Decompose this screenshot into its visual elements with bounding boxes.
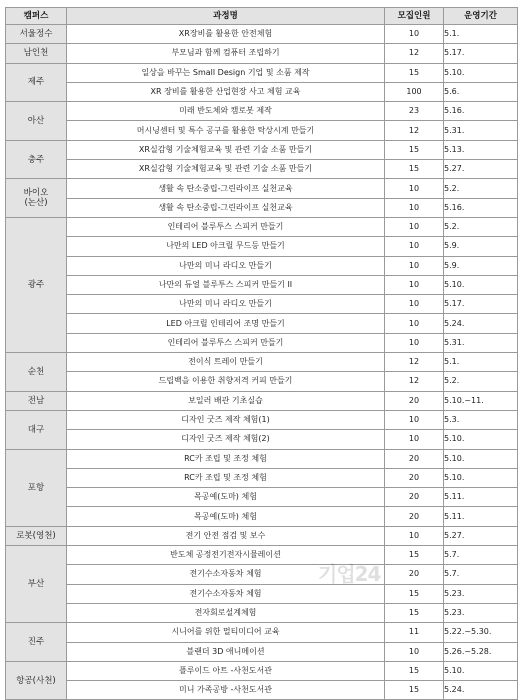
capacity-cell: 15 bbox=[385, 63, 444, 82]
capacity-cell: 15 bbox=[385, 584, 444, 603]
period-cell: 5.1. bbox=[444, 25, 518, 44]
period-cell: 5.9. bbox=[444, 256, 518, 275]
course-name-cell: 목공예(도마) 체험 bbox=[67, 488, 385, 507]
course-name-cell: 전기 안전 점검 및 보수 bbox=[67, 526, 385, 545]
table-row bbox=[6, 160, 518, 179]
period-cell: 5.7. bbox=[444, 546, 518, 565]
period-cell: 5.22.~5.30. bbox=[444, 623, 518, 642]
course-name-cell: LED 아크릴 인테리어 조명 만들기 bbox=[67, 314, 385, 333]
campus-cell: 순천 bbox=[6, 353, 67, 392]
capacity-cell: 15 bbox=[385, 160, 444, 179]
campus-cell: 로봇(영천) bbox=[6, 526, 67, 545]
period-cell: 5.26.~5.28. bbox=[444, 642, 518, 661]
course-name-cell: XR 장비를 활용한 산업현장 사고 체험 교육 bbox=[67, 82, 385, 101]
period-cell: 5.6. bbox=[444, 82, 518, 101]
period-cell: 5.9. bbox=[444, 237, 518, 256]
course-name-cell: 인테리어 블루투스 스피커 만들기 bbox=[67, 217, 385, 236]
capacity-cell: 11 bbox=[385, 623, 444, 642]
capacity-cell: 10 bbox=[385, 198, 444, 217]
table-row bbox=[6, 333, 518, 352]
capacity-cell: 20 bbox=[385, 507, 444, 526]
capacity-cell: 10 bbox=[385, 333, 444, 352]
table-row bbox=[6, 410, 518, 429]
table-row bbox=[6, 430, 518, 449]
capacity-cell: 15 bbox=[385, 681, 444, 700]
period-cell: 5.16. bbox=[444, 102, 518, 121]
course-name-cell: RC카 조립 및 조정 체험 bbox=[67, 449, 385, 468]
period-cell: 5.13. bbox=[444, 140, 518, 159]
campus-cell: 아산 bbox=[6, 102, 67, 141]
course-name-cell: 시니어를 위한 멀티미디어 교육 bbox=[67, 623, 385, 642]
capacity-cell: 20 bbox=[385, 468, 444, 487]
period-cell: 5.10. bbox=[444, 430, 518, 449]
period-cell: 5.11. bbox=[444, 488, 518, 507]
table-row bbox=[6, 256, 518, 275]
table-row bbox=[6, 546, 518, 565]
period-cell: 5.3. bbox=[444, 410, 518, 429]
capacity-cell: 20 bbox=[385, 565, 444, 584]
course-name-cell: XR실감형 기술체험교육 및 관련 기술 소품 만들기 bbox=[67, 160, 385, 179]
capacity-cell: 10 bbox=[385, 25, 444, 44]
table-row bbox=[6, 217, 518, 236]
period-cell: 5.31. bbox=[444, 333, 518, 352]
course-name-cell: 나만의 미니 라디오 만들기 bbox=[67, 295, 385, 314]
period-cell: 5.24. bbox=[444, 681, 518, 700]
capacity-cell: 10 bbox=[385, 179, 444, 198]
period-cell: 5.10. bbox=[444, 661, 518, 680]
table-row bbox=[6, 681, 518, 700]
period-cell: 5.7. bbox=[444, 565, 518, 584]
campus-cell: 남인천 bbox=[6, 44, 67, 63]
course-name-cell: 전기수소자동차 체험 bbox=[67, 584, 385, 603]
period-cell: 5.10. bbox=[444, 449, 518, 468]
capacity-cell: 15 bbox=[385, 661, 444, 680]
header-campus: 캠퍼스 bbox=[6, 8, 67, 25]
table-row bbox=[6, 102, 518, 121]
table-row bbox=[6, 237, 518, 256]
campus-cell: 진주 bbox=[6, 623, 67, 662]
course-name-cell: 부모님과 함께 컴퓨터 조립하기 bbox=[67, 44, 385, 63]
period-cell: 5.2. bbox=[444, 179, 518, 198]
table-row bbox=[6, 449, 518, 468]
campus-cell: 항공(사천) bbox=[6, 661, 67, 700]
campus-cell: 충주 bbox=[6, 140, 67, 179]
table-body bbox=[6, 25, 518, 700]
period-cell: 5.23. bbox=[444, 584, 518, 603]
capacity-cell: 10 bbox=[385, 410, 444, 429]
period-cell: 5.16. bbox=[444, 198, 518, 217]
period-cell: 5.10. bbox=[444, 63, 518, 82]
period-cell: 5.2. bbox=[444, 372, 518, 391]
table-row bbox=[6, 44, 518, 63]
period-cell: 5.11. bbox=[444, 507, 518, 526]
header-period: 운영기간 bbox=[444, 8, 518, 25]
capacity-cell: 20 bbox=[385, 449, 444, 468]
table-row bbox=[6, 179, 518, 198]
table-header-row bbox=[6, 8, 518, 25]
capacity-cell: 10 bbox=[385, 526, 444, 545]
period-cell: 5.27. bbox=[444, 160, 518, 179]
program-schedule-table bbox=[5, 7, 518, 700]
course-name-cell: 디자인 굿즈 제작 체험(2) bbox=[67, 430, 385, 449]
campus-cell: 포항 bbox=[6, 449, 67, 526]
course-name-cell: 디자인 굿즈 제작 체험(1) bbox=[67, 410, 385, 429]
table-row bbox=[6, 314, 518, 333]
table-row bbox=[6, 25, 518, 44]
course-name-cell: 전이식 트레이 만들기 bbox=[67, 353, 385, 372]
table-row bbox=[6, 603, 518, 622]
campus-cell: 제주 bbox=[6, 63, 67, 102]
header-capacity: 모집인원 bbox=[385, 8, 444, 25]
table-row bbox=[6, 121, 518, 140]
table-row bbox=[6, 507, 518, 526]
course-name-cell: 미니 가족공방 -사천도서관 bbox=[67, 681, 385, 700]
course-name-cell: XR실감형 기술체험교육 및 관련 기술 소품 만들기 bbox=[67, 140, 385, 159]
table-row bbox=[6, 488, 518, 507]
course-name-cell: XR장비를 활용한 안전체험 bbox=[67, 25, 385, 44]
capacity-cell: 23 bbox=[385, 102, 444, 121]
period-cell: 5.2. bbox=[444, 217, 518, 236]
capacity-cell: 10 bbox=[385, 642, 444, 661]
capacity-cell: 100 bbox=[385, 82, 444, 101]
capacity-cell: 12 bbox=[385, 353, 444, 372]
table-row bbox=[6, 198, 518, 217]
table-row bbox=[6, 661, 518, 680]
course-name-cell: 전기수소자동차 체험 bbox=[67, 565, 385, 584]
campus-cell: 대구 bbox=[6, 410, 67, 449]
course-name-cell: 반도체 공정전기전자시뮬레이션 bbox=[67, 546, 385, 565]
period-cell: 5.17. bbox=[444, 295, 518, 314]
course-name-cell: 블랜더 3D 애니메이션 bbox=[67, 642, 385, 661]
capacity-cell: 15 bbox=[385, 603, 444, 622]
period-cell: 5.23. bbox=[444, 603, 518, 622]
table-row bbox=[6, 82, 518, 101]
table-row bbox=[6, 275, 518, 294]
table-row bbox=[6, 526, 518, 545]
table-row bbox=[6, 391, 518, 410]
course-name-cell: 나만의 듀얼 블루투스 스피커 만들기 II bbox=[67, 275, 385, 294]
capacity-cell: 12 bbox=[385, 44, 444, 63]
table-row bbox=[6, 140, 518, 159]
period-cell: 5.27. bbox=[444, 526, 518, 545]
course-name-cell: 보일러 배관 기초실습 bbox=[67, 391, 385, 410]
watermark-logo: 기업24 bbox=[318, 562, 381, 586]
table-row bbox=[6, 295, 518, 314]
course-name-cell: 나만의 LED 아크릴 무드등 만들기 bbox=[67, 237, 385, 256]
course-name-cell: 생활 속 탄소중립-그린라이프 실천교육 bbox=[67, 179, 385, 198]
capacity-cell: 10 bbox=[385, 314, 444, 333]
capacity-cell: 15 bbox=[385, 546, 444, 565]
capacity-cell: 12 bbox=[385, 121, 444, 140]
period-cell: 5.1. bbox=[444, 353, 518, 372]
course-name-cell: 미래 반도체와 캠로봇 제작 bbox=[67, 102, 385, 121]
campus-cell: 부산 bbox=[6, 546, 67, 623]
campus-cell: 바이오 (논산) bbox=[6, 179, 67, 218]
capacity-cell: 10 bbox=[385, 217, 444, 236]
table-row bbox=[6, 584, 518, 603]
capacity-cell: 10 bbox=[385, 256, 444, 275]
course-name-cell: 머시닝센터 및 특수 공구를 활용한 탁상시계 만들기 bbox=[67, 121, 385, 140]
course-name-cell: 플루이드 아트 -사천도서관 bbox=[67, 661, 385, 680]
period-cell: 5.24. bbox=[444, 314, 518, 333]
table-row bbox=[6, 353, 518, 372]
table-row bbox=[6, 623, 518, 642]
course-name-cell: RC카 조립 및 조정 체험 bbox=[67, 468, 385, 487]
table-row bbox=[6, 565, 518, 584]
capacity-cell: 12 bbox=[385, 372, 444, 391]
campus-cell: 전남 bbox=[6, 391, 67, 410]
campus-cell: 서울정수 bbox=[6, 25, 67, 44]
course-name-cell: 전자회로설계체험 bbox=[67, 603, 385, 622]
course-name-cell: 드립백을 이용한 취향저격 커피 만들기 bbox=[67, 372, 385, 391]
capacity-cell: 20 bbox=[385, 488, 444, 507]
table-row bbox=[6, 642, 518, 661]
capacity-cell: 10 bbox=[385, 295, 444, 314]
course-name-cell: 인테리어 블루투스 스피커 만들기 bbox=[67, 333, 385, 352]
header-course-name: 과정명 bbox=[67, 8, 385, 25]
capacity-cell: 10 bbox=[385, 430, 444, 449]
period-cell: 5.10. bbox=[444, 275, 518, 294]
course-name-cell: 목공예(도마) 체험 bbox=[67, 507, 385, 526]
table-row bbox=[6, 468, 518, 487]
course-name-cell: 나만의 미니 라디오 만들기 bbox=[67, 256, 385, 275]
table-row bbox=[6, 372, 518, 391]
course-name-cell: 일상을 바꾸는 Small Design 기업 및 소품 제작 bbox=[67, 63, 385, 82]
period-cell: 5.31. bbox=[444, 121, 518, 140]
capacity-cell: 10 bbox=[385, 275, 444, 294]
capacity-cell: 10 bbox=[385, 237, 444, 256]
campus-cell: 광주 bbox=[6, 217, 67, 352]
table-row bbox=[6, 63, 518, 82]
capacity-cell: 20 bbox=[385, 391, 444, 410]
course-name-cell: 생활 속 탄소중립-그린라이프 실천교육 bbox=[67, 198, 385, 217]
period-cell: 5.17. bbox=[444, 44, 518, 63]
capacity-cell: 15 bbox=[385, 140, 444, 159]
period-cell: 5.10. bbox=[444, 468, 518, 487]
period-cell: 5.10.~11. bbox=[444, 391, 518, 410]
